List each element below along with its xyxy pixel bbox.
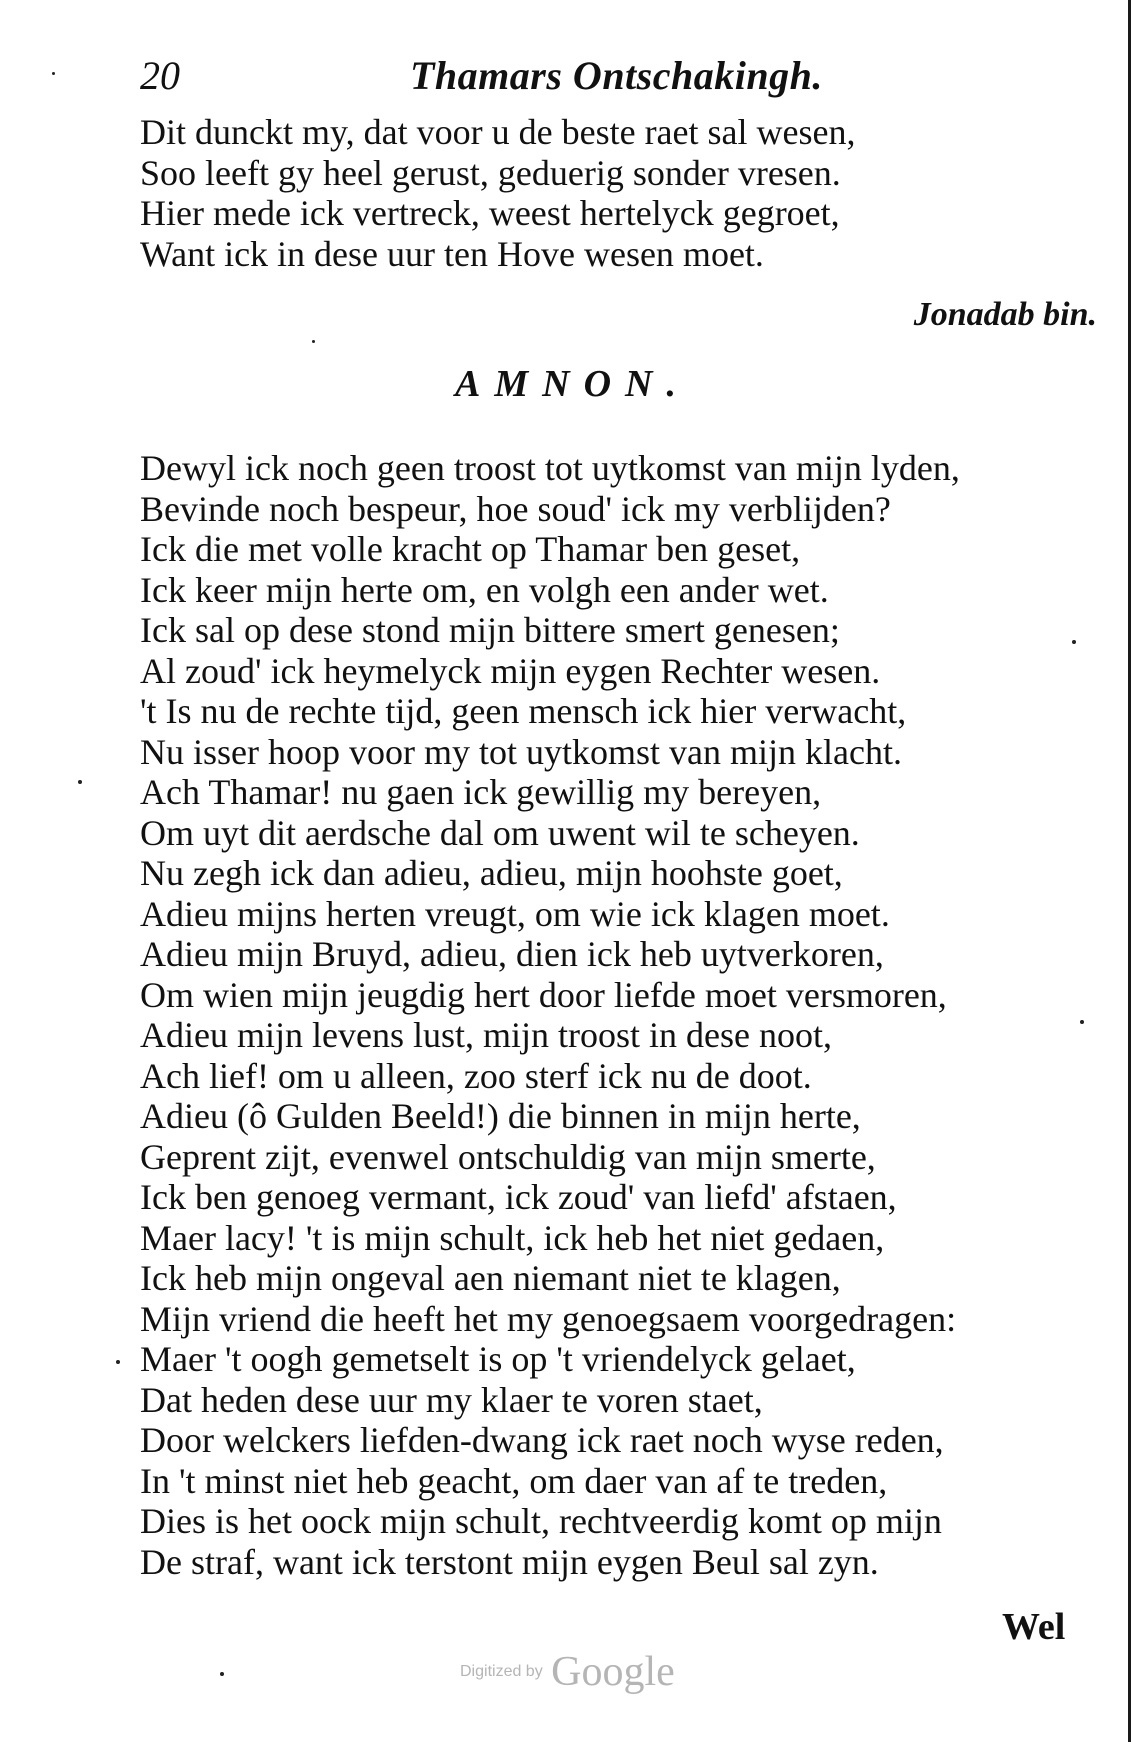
verse-line: Want ick in dese uur ten Hove wesen moet. bbox=[140, 233, 764, 274]
ink-speck bbox=[1080, 1020, 1084, 1024]
page-edge-rule bbox=[1128, 0, 1131, 1742]
verse-line: Mijn vriend die heeft het my genoegsaem voorgedragen: bbox=[140, 1298, 957, 1339]
verse-line: 't Is nu de rechte tijd, geen mensch ick hier verwacht, bbox=[140, 691, 907, 731]
verse-line: Hier mede ick vertreck, weest hertelyck gegroet, bbox=[140, 193, 840, 233]
verse-line: Maer lacy! 't is mijn schult, ick heb het niet gedaen, bbox=[140, 1217, 885, 1258]
verse-line: Ick heb mijn ongeval aen niemant niet te klagen, bbox=[140, 1258, 841, 1298]
ink-speck bbox=[78, 780, 82, 784]
digitization-watermark bbox=[460, 1648, 675, 1696]
running-title: Thamars Ontschakingh. bbox=[410, 53, 823, 98]
ink-speck bbox=[312, 340, 315, 343]
verse-line: Ick sal op dese stond mijn bittere smert genesen; bbox=[140, 610, 840, 650]
verse-line: Adieu (ô Gulden Beeld!) die binnen in mijn herte, bbox=[140, 1096, 861, 1136]
verse-block-top bbox=[140, 112, 1100, 274]
verse-line: De straf, want ick terstont mijn eygen Beul sal zyn. bbox=[140, 1541, 879, 1582]
speaker-heading: AMNON. bbox=[455, 363, 690, 405]
verse-line: Soo leeft gy heel gerust, geduerig sonder vresen. bbox=[140, 152, 841, 193]
verse-line: In 't minst niet heb geacht, om daer van af te treden, bbox=[140, 1460, 888, 1501]
verse-line: Dies is het oock mijn schult, rechtveerdig komt op mijn bbox=[140, 1501, 942, 1541]
ink-speck bbox=[52, 72, 55, 75]
verse-line: Ick die met volle kracht op Thamar ben geset, bbox=[140, 529, 801, 569]
verse-line: Om uyt dit aerdsche dal om uwent wil te scheyen. bbox=[140, 812, 860, 853]
verse-line: Geprent zijt, evenwel ontschuldig van mijn smerte, bbox=[140, 1136, 876, 1177]
verse-line: Ick ben genoeg vermant, ick zoud' van liefd' afstaen, bbox=[140, 1177, 897, 1217]
verse-line: Maer 't oogh gemetselt is op 't vriendelyck gelaet, bbox=[140, 1339, 856, 1379]
stage-direction-exit: Jonadab bin. bbox=[913, 296, 1097, 333]
verse-line: Nu zegh ick dan adieu, adieu, mijn hoohste goet, bbox=[140, 853, 843, 893]
verse-line: Dit dunckt my, dat voor u de beste raet sal wesen, bbox=[140, 112, 856, 152]
verse-line: Al zoud' ick heymelyck mijn eygen Rechter wesen. bbox=[140, 650, 881, 691]
verse-line: Adieu mijns herten vreugt, om wie ick klagen moet. bbox=[140, 893, 890, 934]
watermark-brand: Google bbox=[551, 1649, 675, 1695]
ink-speck bbox=[1072, 640, 1076, 644]
verse-line: Ach Thamar! nu gaen ick gewillig my bereyen, bbox=[140, 772, 822, 812]
verse-line: Dat heden dese uur my klaer te voren staet, bbox=[140, 1379, 763, 1420]
page-number: 20 bbox=[140, 53, 180, 98]
verse-line: Om wien mijn jeugdig hert door liefde moet versmoren, bbox=[140, 974, 947, 1015]
verse-line: Adieu mijn levens lust, mijn troost in dese noot, bbox=[140, 1015, 832, 1055]
verse-line: Bevinde noch bespeur, hoe soud' ick my verblijden? bbox=[140, 488, 891, 529]
running-header bbox=[140, 48, 900, 108]
ink-speck bbox=[220, 1672, 224, 1676]
ink-speck bbox=[116, 1360, 120, 1364]
verse-line: Door welckers liefden-dwang ick raet noch wyse reden, bbox=[140, 1420, 944, 1460]
catchword: Wel bbox=[1002, 1606, 1066, 1648]
verse-line: Nu isser hoop voor my tot uytkomst van mijn klacht. bbox=[140, 731, 902, 772]
verse-block-main bbox=[140, 448, 1100, 1582]
verse-line: Ach lief! om u alleen, zoo sterf ick nu de doot. bbox=[140, 1055, 812, 1096]
verse-line: Ick keer mijn herte om, en volgh een ander wet. bbox=[140, 569, 829, 610]
verse-line: Adieu mijn Bruyd, adieu, dien ick heb uytverkoren, bbox=[140, 934, 884, 974]
watermark-prefix: Digitized by bbox=[460, 1663, 543, 1680]
verse-line: Dewyl ick noch geen troost tot uytkomst van mijn lyden, bbox=[140, 448, 960, 488]
